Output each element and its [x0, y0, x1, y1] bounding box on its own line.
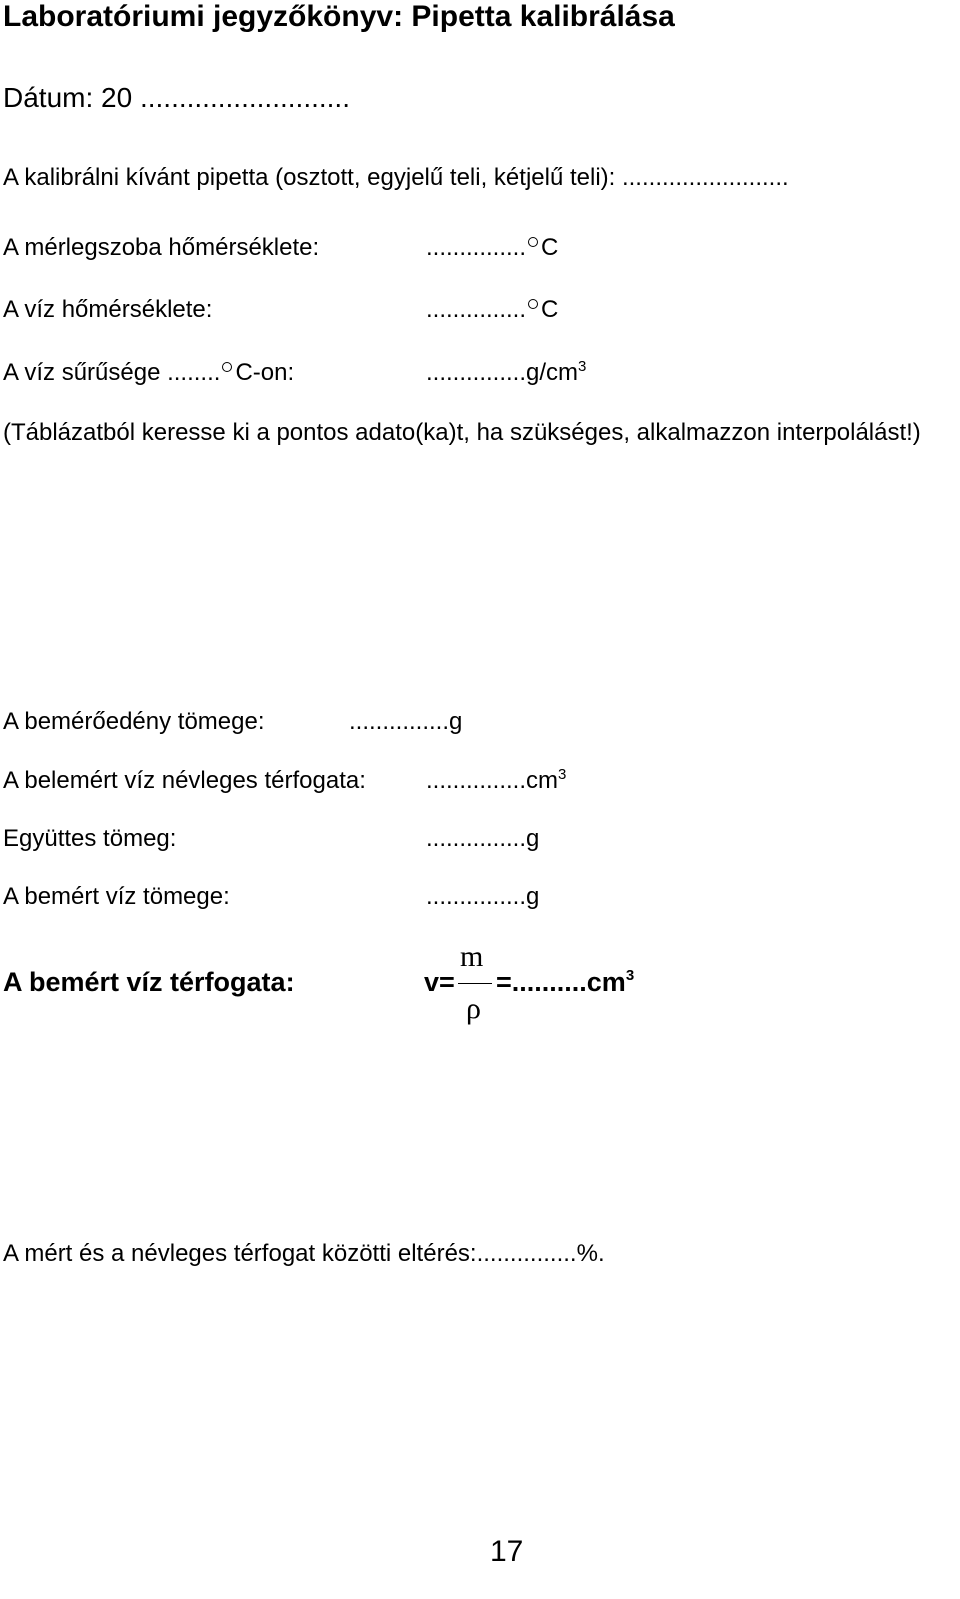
density-label: A víz sűrűsége ........ C-on: — [3, 359, 295, 386]
water-temp-label: A víz hőmérséklete: — [3, 296, 213, 323]
density-value: $...............g/cm^3$ — [426, 358, 587, 386]
fraction-bar — [458, 983, 492, 984]
total-mass-label: Együttes tömeg: — [3, 825, 177, 852]
degree-icon — [528, 237, 538, 247]
fraction-numerator: m — [460, 940, 484, 973]
volume-label: A bemért víz térfogata: — [3, 967, 295, 997]
total-mass-value: ...............g — [426, 825, 540, 852]
room-temp-label: A mérlegszoba hőmérséklete: — [3, 234, 320, 261]
deviation-line: A mért és a névleges térfogat közötti eltérés:...............%. — [3, 1240, 605, 1267]
water-temp-value: ............... C — [426, 296, 559, 323]
degree-icon — [222, 362, 232, 372]
water-mass-value: ...............g — [426, 883, 540, 910]
vessel-mass-label: A bemérőedény tömege: — [3, 708, 265, 735]
nominal-volume-label: A belemért víz névleges térfogata: — [3, 767, 366, 794]
fraction-denominator: ρ — [466, 992, 481, 1025]
pipette-type-line: A kalibrálni kívánt pipetta (osztott, egyjelű teli, kétjelű teli): ......................... — [3, 164, 789, 191]
degree-icon — [528, 299, 538, 309]
table-note: (Táblázatból keresse ki a pontos adato(ka)t, ha szükséges, alkalmazzon interpolálást!) — [3, 419, 921, 446]
volume-formula-lhs: v= — [424, 967, 455, 997]
nominal-volume-value: $...............cm^3$ — [426, 766, 567, 794]
water-mass-label: A bemért víz tömege: — [3, 883, 230, 910]
page-number: 17 — [490, 1535, 524, 1568]
document-title: Laboratóriumi jegyzőkönyv: Pipetta kalibrálása — [3, 0, 675, 33]
volume-result: $=..........cm^3$ — [496, 967, 635, 997]
room-temp-value: ............... C — [426, 234, 559, 261]
vessel-mass-value: ...............g — [349, 708, 463, 735]
date-line: Dátum: 20 ........................... — [3, 82, 350, 113]
